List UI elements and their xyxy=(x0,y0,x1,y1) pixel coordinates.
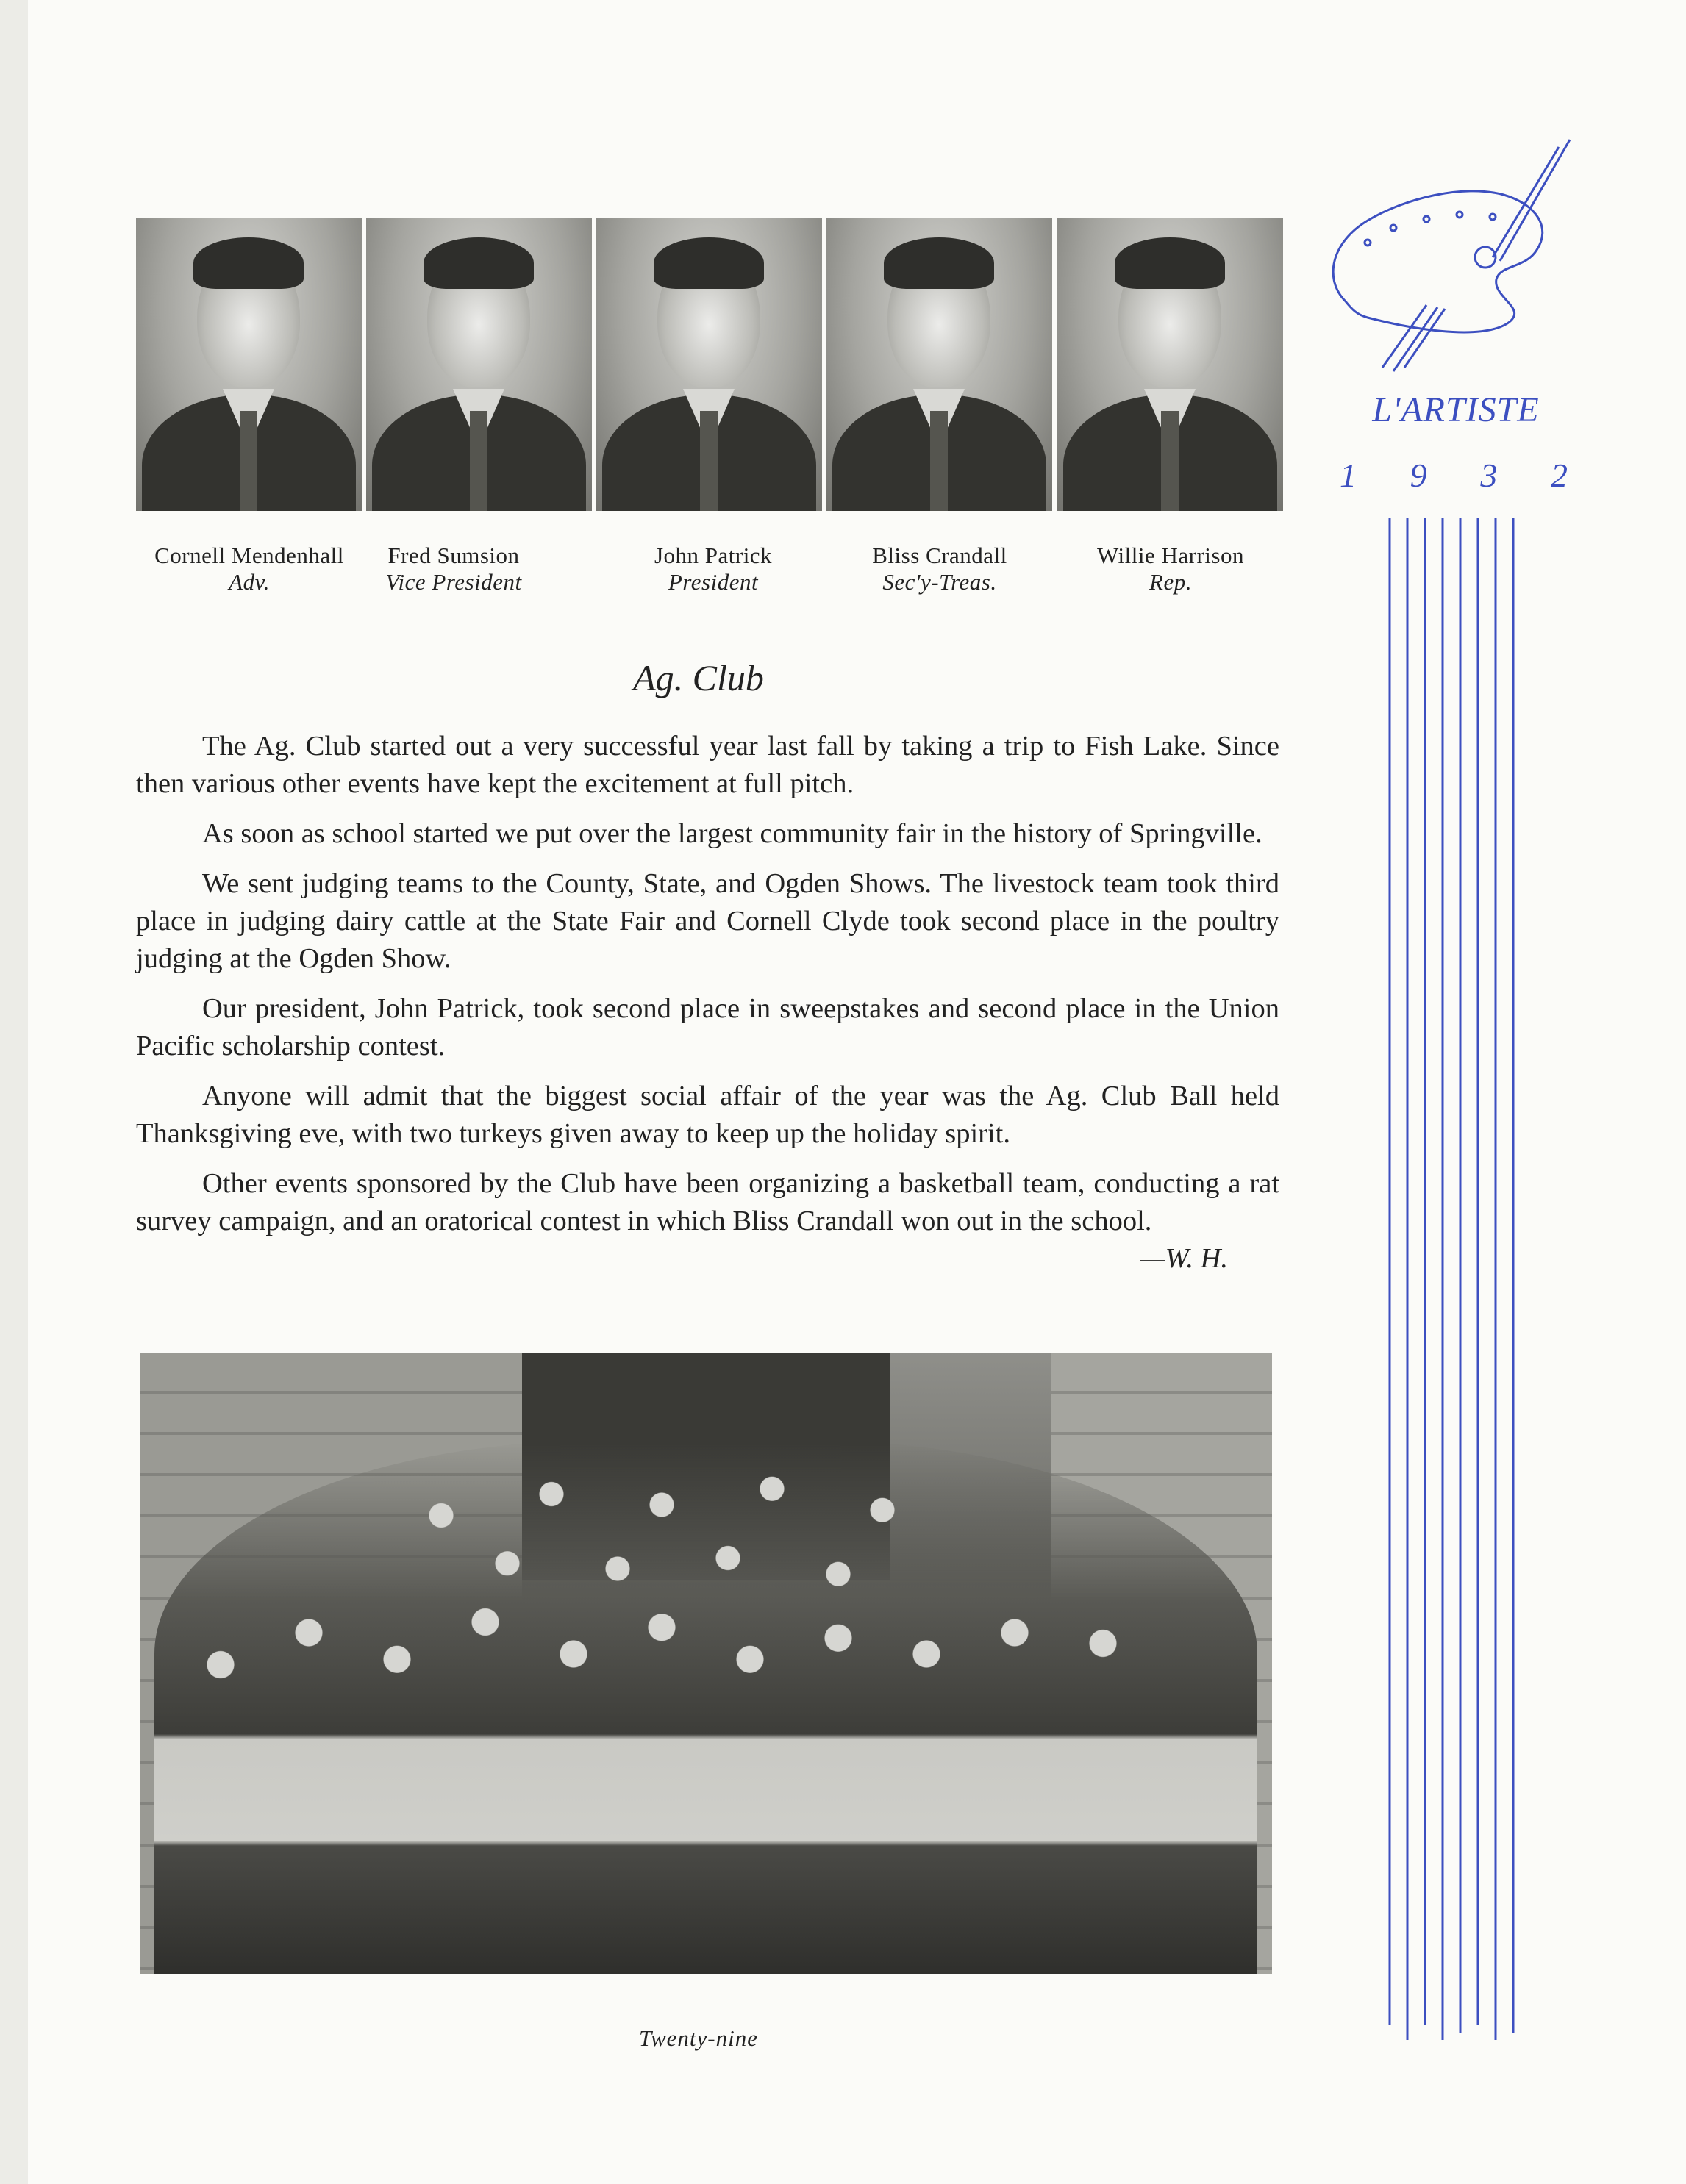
article-body xyxy=(136,728,1279,1278)
decorative-vertical-lines xyxy=(1388,518,1528,2047)
officer-role: Vice President xyxy=(385,569,522,595)
portrait-photo-2 xyxy=(366,218,592,511)
portrait-photo-4 xyxy=(826,218,1052,511)
portrait-caption-4 xyxy=(818,543,1061,595)
year-digit: 3 xyxy=(1480,457,1498,494)
year-digit: 1 xyxy=(1340,457,1357,494)
officer-name: Willie Harrison xyxy=(1097,543,1244,568)
page-number: Twenty-nine xyxy=(639,2025,758,2051)
officer-name: Cornell Mendenhall xyxy=(154,543,344,568)
year-line xyxy=(1340,456,1568,495)
article-paragraph: As soon as school started we put over the largest community fair in the history of Springville. xyxy=(202,818,1262,849)
article-paragraph-text: Other events sponsored by the Club have been organizing a basketball team, conducting a rat survey campaign, and an oratorical contest in which Bliss Crandall won out in the school. xyxy=(136,1168,1279,1236)
officer-role: Adv. xyxy=(229,569,270,595)
portrait-caption-3 xyxy=(592,543,835,595)
article-paragraph: Our president, John Patrick, took second place in sweepstakes and second place in the Union Pacific scholarship contest. xyxy=(136,993,1279,1061)
officer-portraits xyxy=(136,218,1283,511)
article-title: Ag. Club xyxy=(633,657,764,698)
author-signature: —W. H. xyxy=(1140,1243,1228,1274)
officer-role: Sec'y-Treas. xyxy=(882,569,997,595)
article-paragraph: We sent judging teams to the County, State, and Ogden Shows. The livestock team took third place in judging dairy cattle at the State Fair and Cornell Clyde took second place in the poultry judging at the Ogden Show. xyxy=(136,868,1279,974)
portrait-caption-5 xyxy=(1049,543,1292,595)
club-members-crowd xyxy=(154,1441,1257,1974)
brand-wordmark: L'ARTISTE xyxy=(1372,390,1540,429)
artist-palette-icon xyxy=(1316,125,1588,375)
officer-role: President xyxy=(668,569,759,595)
article-paragraph: Anyone will admit that the biggest social affair of the year was the Ag. Club Ball held Thanksgiving eve, with two turkeys given away to keep up the holiday spirit. xyxy=(136,1081,1279,1149)
page-gutter xyxy=(0,0,28,2184)
year-digit: 9 xyxy=(1410,457,1427,494)
group-photo xyxy=(140,1353,1272,1974)
officer-name: Fred Sumsion xyxy=(387,543,520,568)
officer-name: John Patrick xyxy=(654,543,773,568)
article-paragraph-last xyxy=(136,1165,1279,1274)
portrait-photo-3 xyxy=(596,218,822,511)
portrait-photo-1 xyxy=(136,218,362,511)
officer-role: Rep. xyxy=(1149,569,1192,595)
article-paragraph: The Ag. Club started out a very successful year last fall by taking a trip to Fish Lake. Since then various other events have kept the excitement at full pitch. xyxy=(136,731,1279,799)
officer-name: Bliss Crandall xyxy=(872,543,1007,568)
portrait-caption-2 xyxy=(332,543,575,595)
portrait-photo-5 xyxy=(1057,218,1283,511)
year-digit: 2 xyxy=(1550,457,1568,494)
